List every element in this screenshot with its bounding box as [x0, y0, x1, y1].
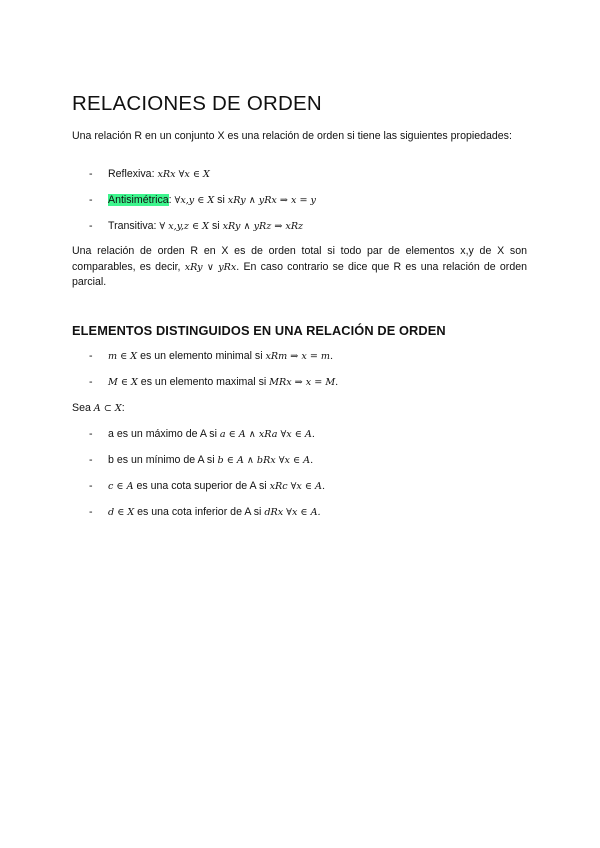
- formula: MRx ⇒ x = M.: [269, 377, 339, 388]
- list-item-cota-superior: - c ∈ A es una cota superior de A si xRc ∀x ∈ A.: [89, 480, 325, 492]
- formula: xRc ∀x ∈ A.: [269, 481, 325, 492]
- list-item-maximal: - M ∈ X es un elemento maximal si MRx ⇒ x = M.: [89, 376, 339, 388]
- list-dash: -: [89, 480, 93, 492]
- section-heading: ELEMENTOS DISTINGUIDOS EN UNA RELACIÓN DE ORDEN: [72, 323, 446, 338]
- list-dash: -: [89, 454, 93, 466]
- list-dash: -: [89, 376, 93, 388]
- list-dash: -: [89, 220, 93, 232]
- property-label: Transitiva: [108, 220, 154, 232]
- list-item-cota-inferior: - d ∈ X es una cota inferior de A si dRx ∀x ∈ A.: [89, 506, 321, 518]
- properties-list: [72, 167, 532, 245]
- formula: xRy ∨ yRx: [184, 261, 237, 273]
- formula: d ∈ X: [108, 507, 135, 518]
- formula: A ⊂ X: [93, 403, 122, 414]
- formula: xRm ⇒ x = m.: [265, 351, 334, 362]
- list-dash: -: [89, 168, 93, 180]
- list-item-maximo: - a es un máximo de A si a ∈ A ∧ xRa ∀x ∈ A.: [89, 428, 315, 440]
- list-item-antisimetrica: - Antisimétrica: ∀x,y ∈ X si xRy ∧ yRx ⇒ x = y: [89, 194, 316, 206]
- list-item-reflexiva: - Reflexiva: xRx ∀x ∈ X: [89, 168, 210, 180]
- formula: xRy ∧ yRz ⇒ xRz: [222, 221, 304, 232]
- page-title: RELACIONES DE ORDEN: [72, 92, 322, 115]
- formula: M ∈ X: [108, 377, 138, 388]
- list-dash: -: [89, 194, 93, 206]
- sea-line: Sea A ⊂ X:: [72, 402, 125, 414]
- bounds-list: [72, 427, 532, 531]
- formula: a ∈ A ∧ xRa ∀x ∈ A.: [219, 429, 315, 440]
- formula: m ∈ X: [108, 351, 138, 362]
- formula: c ∈ A: [108, 481, 134, 492]
- list-dash: -: [89, 428, 93, 440]
- highlighted-property-label: Antisimétrica: [108, 194, 169, 206]
- total-order-paragraph: Una relación de orden R en X es de orden total si todo par de elementos x,y de X son comparables, es decir, xRy ∨ yRx. En caso contrario se dice que R es una relación de orden parcial.: [72, 245, 527, 288]
- minimal-maximal-list: [72, 349, 532, 401]
- formula: dRx ∀x ∈ A.: [264, 507, 321, 518]
- list-item-minimo: - b es un mínimo de A si b ∈ A ∧ bRx ∀x ∈ A.: [89, 454, 314, 466]
- list-dash: -: [89, 506, 93, 518]
- formula: ∀x,y ∈ X: [174, 195, 215, 206]
- list-item-minimal: - m ∈ X es un elemento minimal si xRm ⇒ x = m.: [89, 350, 334, 362]
- list-item-transitiva: - Transitiva: ∀ x,y,z ∈ X si xRy ∧ yRz ⇒ xRz: [89, 220, 304, 232]
- list-dash: -: [89, 350, 93, 362]
- formula: b ∈ A ∧ bRx ∀x ∈ A.: [217, 455, 314, 466]
- intro-paragraph: Una relación R en un conjunto X es una relación de orden si tiene las siguientes propiedades:: [72, 130, 512, 142]
- formula: ∀ x,y,z ∈ X: [159, 221, 210, 232]
- formula: xRy ∧ yRx ⇒ x = y: [227, 195, 316, 206]
- property-label: Reflexiva: [108, 168, 152, 180]
- formula: xRx ∀x ∈ X: [157, 169, 210, 180]
